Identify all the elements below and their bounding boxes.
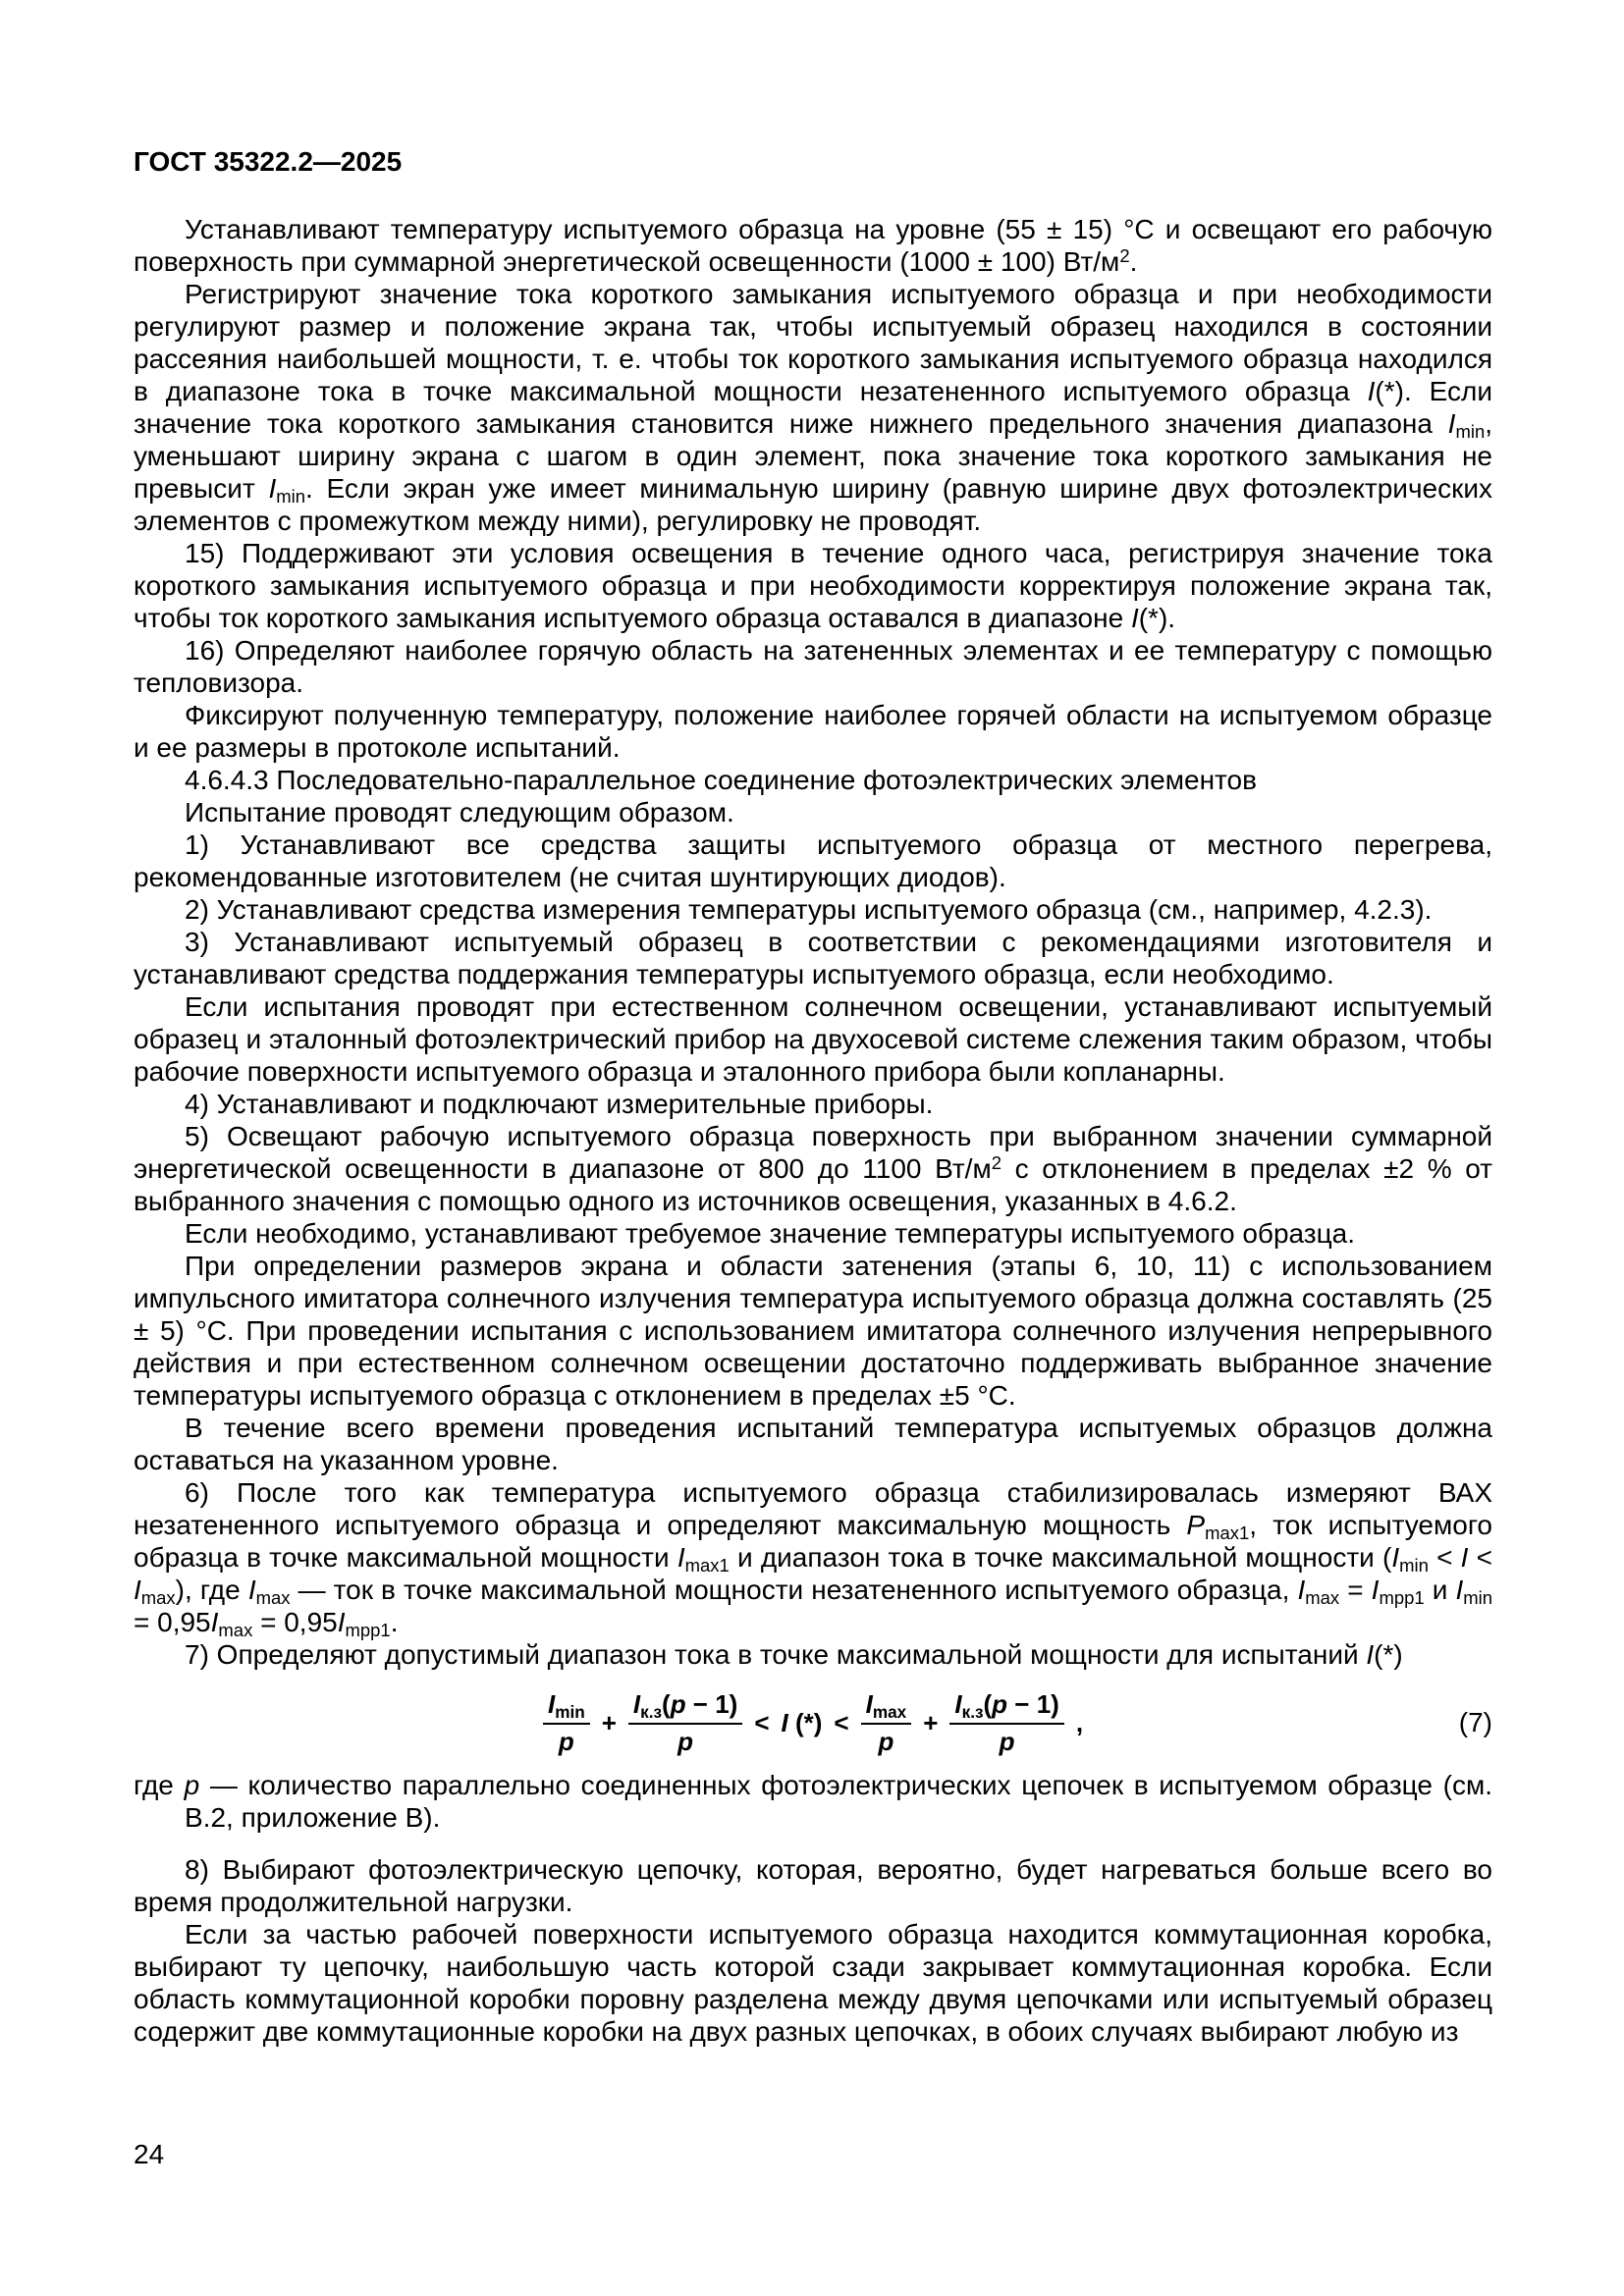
paragraph: 6) После того как температура испытуемого образца стабилизировалась измеряют ВАХ незатененного испытуемого образца и определяют максимальную мощность $P_{max1}$, ток испытуемого образца в точке максимальной мощности $I_{max1}$ и диапазон тока в точке максимальной мощности $(I_{min} < I < I_{max})$, где $I_{max}$ — ток в точке максимальной мощности незатененного испытуемого образца, $I_{max} = I_{mpp1}$ и $I_{min} = 0,95I_{max} = 0,95I_{mpp1}$. <box>134 1477 1493 1641</box>
paragraph: 2) Устанавливают средства измерения температуры испытуемого образца (см., например, 4.2.3). <box>185 894 1433 925</box>
formula-fraction: $\frac{I_{min}}{p}$ <box>543 1689 590 1757</box>
clause-heading: 4.6.4.3 Последовательно-параллельное соединение фотоэлектрических элементов <box>185 765 1257 795</box>
paragraph: Если за частью рабочей поверхности испытуемого образца находится коммутационная коробка, выбирают ту цепочку, наибольшую часть которой сзади закрывает коммутационная коробка. Если область коммутационной коробки поровну разделена между двумя цепочками или испытуемый образец содержит две коммутационные коробки на двух разных цепочках, в обоих случаях выбирают любую из <box>134 1919 1492 2047</box>
paragraph: Устанавливают температуру испытуемого образца на уровне (55 ± 15) °С и освещают его рабочую поверхность при суммарной энергетической освещенности (1000 ± 100) $Вт/м^2$. <box>134 214 1492 277</box>
paragraph: Испытание проводят следующим образом. <box>185 797 734 828</box>
document-body <box>134 213 1492 2048</box>
paragraph: Регистрируют значение тока короткого замыкания испытуемого образца и при необходимости регулируют размер и положение экрана так, чтобы испытуемый образец находился в состоянии рассеяния наибольшей мощности, т. е. чтобы ток короткого замыкания испытуемого образца находился в диапазоне тока в точке максимальной мощности незатененного испытуемого образца I(*). Если значение тока короткого замыкания становится ниже нижнего предельного значения диапазона $I_{min}$, уменьшают ширину экрана с шагом в один элемент, пока значение тока короткого замыкания не превысит $I_{min}$. Если экран уже имеет минимальную ширину (равную ширине двух фотоэлектрических элементов с промежутком между ними), регулировку не проводят. <box>134 279 1492 536</box>
paragraph: 8) Выбирают фотоэлектрическую цепочку, которая, вероятно, будет нагреваться больше всего во время продолжительной нагрузки. <box>134 1854 1492 1917</box>
page-footer <box>134 2138 164 2170</box>
formula-fraction: $\frac{I_{к.з}(p - 1)}{p}$ <box>628 1689 742 1757</box>
formula-fraction: $\frac{I_{к.з}(p - 1)}{p}$ <box>949 1689 1063 1757</box>
paragraph: 16) Определяют наиболее горячую область на затененных элементах и ее температуру с помощью тепловизора. <box>134 635 1492 698</box>
paragraph: Если необходимо, устанавливают требуемое значение температуры испытуемого образца. <box>185 1218 1356 1249</box>
paragraph: 15) Поддерживают эти условия освещения в течение одного часа, регистрируя значение тока короткого замыкания испытуемого образца и при необходимости корректируя положение экрана так, чтобы ток короткого замыкания испытуемого образца оставался в диапазоне I(*). <box>134 538 1492 633</box>
page-number: 24 <box>134 2139 165 2169</box>
paragraph: 5) Освещают рабочую испытуемого образца поверхность при выбранном значении суммарной энергетической освещенности в диапазоне от 800 до 1100 $Вт/м^2$ с отклонением в пределах ±2 % от выбранного значения с помощью одного из источников освещения, указанных в 4.6.2. <box>134 1121 1492 1216</box>
formula-number: (7) <box>1458 1707 1492 1737</box>
paragraph: При определении размеров экрана и области затенения (этапы 6, 10, 11) с использованием импульсного имитатора солнечного излучения температура испытуемого образца должна составлять (25 ± 5) °С. При проведении испытания с использованием имитатора солнечного излучения непрерывного действия и при естественном солнечном освещении достаточно поддерживать выбранное значение температуры испытуемого образца с отклонением в пределах ±5 °С. <box>134 1251 1492 1411</box>
paragraph: где p — количество параллельно соединенных фотоэлектрических цепочек в испытуемом образце (см. В.2, приложение В). <box>134 1770 1492 1833</box>
formula-operator: + <box>923 1708 939 1737</box>
formula-operator: I (*) <box>781 1708 823 1737</box>
formula-fraction: $\frac{I_{max}}{p}$ <box>861 1689 912 1757</box>
paragraph: 3) Устанавливают испытуемый образец в соответствии с рекомендациями изготовителя и устанавливают средства поддержания температуры испытуемого образца, если необходимо. <box>134 927 1492 989</box>
formula-operator: < <box>834 1708 849 1737</box>
standard-designation: ГОСТ 35322.2—2025 <box>134 146 403 177</box>
page-header <box>134 145 1492 178</box>
paragraph: 7) Определяют допустимый диапазон тока в точке максимальной мощности для испытаний I(*) <box>185 1639 1403 1670</box>
paragraph: Фиксируют полученную температуру, положение наиболее горячей области на испытуемом образце и ее размеры в протоколе испытаний. <box>134 700 1492 763</box>
formula <box>134 1688 1492 1757</box>
formula-operator: < <box>754 1708 770 1737</box>
paragraph: Если испытания проводят при естественном солнечном освещении, устанавливают испытуемый образец и эталонный фотоэлектрический прибор на двухосевой системе слежения таким образом, чтобы рабочие поверхности испытуемого образца и эталонного прибора были копланарны. <box>134 991 1492 1087</box>
paragraph: 4) Устанавливают и подключают измерительные приборы. <box>185 1089 934 1119</box>
formula-operator: + <box>601 1708 617 1737</box>
formula-expression <box>543 1689 1083 1757</box>
paragraph: 1) Устанавливают все средства защиты испытуемого образца от местного перегрева, рекомендованные изготовителем (не считая шунтирующих диодов). <box>134 829 1492 892</box>
paragraph: В течение всего времени проведения испытаний температура испытуемых образцов должна оставаться на указанном уровне. <box>134 1413 1492 1475</box>
formula-operator: , <box>1075 1708 1084 1737</box>
